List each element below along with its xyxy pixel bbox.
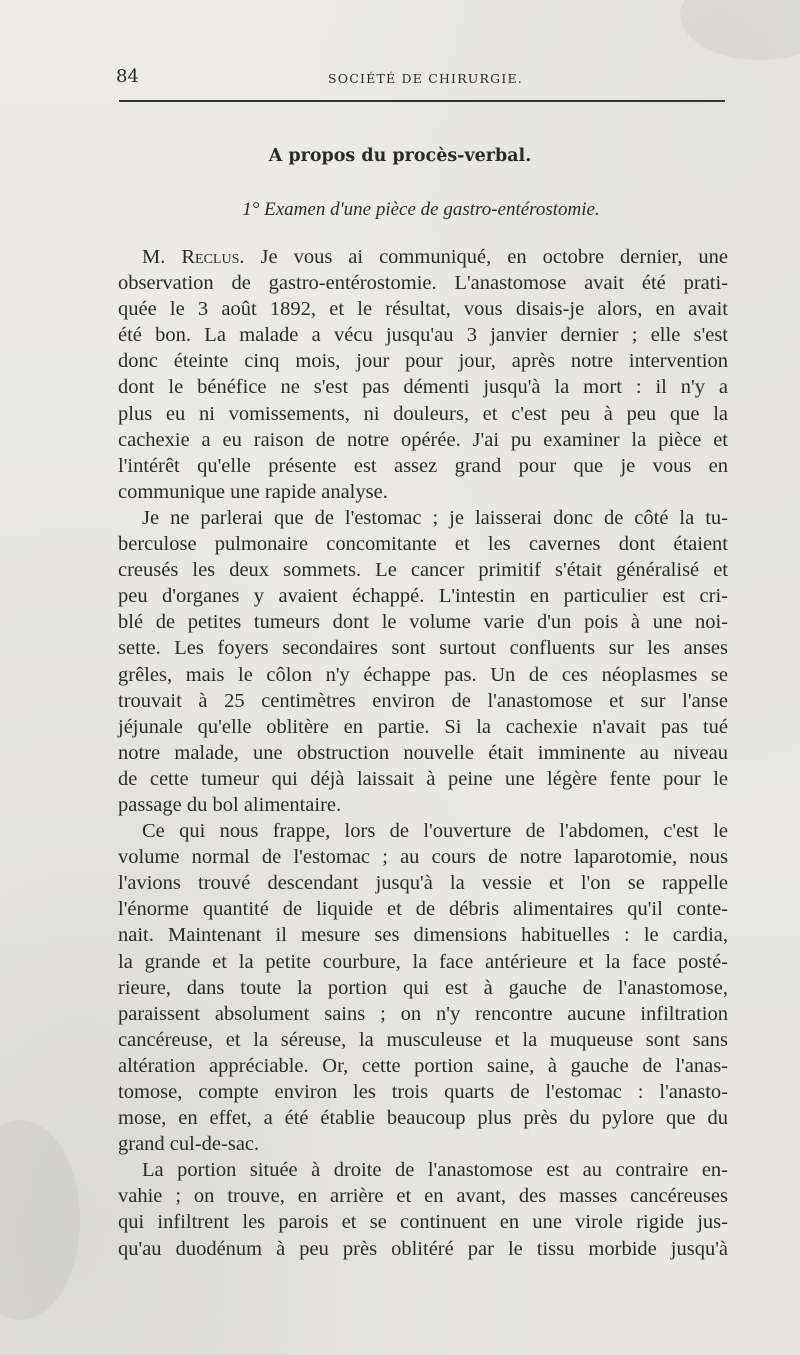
text-line: l'intérêt qu'elle présente est assez grand pour que je vous en [118,454,728,477]
text-line: de cette tumeur qui déjà laissait à peine une légère fente pour le [118,767,728,790]
text-line: blé de petites tumeurs dont le volume varie d'un pois à une noi- [118,611,728,634]
text-line: grêles, mais le côlon n'y échappe pas. Un de ces néoplasmes se [118,663,728,686]
text-line: mose, en effet, a été établie beaucoup plus près du pylore que du [118,1107,728,1130]
text-line: grand cul-de-sac. [118,1133,260,1156]
text-line: La portion située à droite de l'anastomose est au contraire en- [142,1159,728,1182]
body-text [118,244,728,1262]
text-line: creusés les deux sommets. Le cancer primitif s'était généralisé et [118,559,728,582]
text-line: été bon. La malade a vécu jusqu'au 3 janvier dernier ; elle s'est [118,324,728,347]
text-line: qu'au duodénum à peu près oblitéré par le tissu morbide jusqu'à [118,1237,728,1260]
text-line: Ce qui nous frappe, lors de l'ouverture de l'abdomen, c'est le [142,820,728,843]
paper-stain [0,1120,80,1320]
text-line: communique une rapide analyse. [118,480,388,503]
header-rule [119,100,725,102]
text-line: cancéreuse, et la séreuse, la musculeuse et la muqueuse sont sans [118,1028,728,1051]
text-line: cachexie a eu raison de notre opérée. J'ai pu examiner la pièce et [118,428,728,451]
text-line [118,244,728,270]
running-head: SOCIÉTÉ DE CHIRURGIE. [328,71,523,86]
text-line: volume normal de l'estomac ; au cours de notre laparotomie, nous [118,846,728,869]
text-line: trouvait à 25 centimètres environ de l'anastomose et sur l'anse [118,689,728,712]
text-line: donc éteinte cinq mois, jour pour jour, après notre intervention [118,350,728,373]
text-line: notre malade, une obstruction nouvelle était imminente au niveau [118,741,728,764]
text-line: passage du bol alimentaire. [118,793,342,816]
text-line: vahie ; on trouve, en arrière et en avant, des masses cancéreuses [118,1185,728,1208]
subtitle: 1° Examen d'une pièce de gastro-entérostomie. [242,199,600,220]
text-line: nait. Maintenant il mesure ses dimensions habituelles : le cardia, [118,924,728,947]
text-line: Je ne parlerai que de l'estomac ; je laisserai donc de côté la tu- [142,506,728,529]
paper-stain [680,0,800,60]
text-line: la grande et la petite courbure, la face antérieure et la face posté- [118,950,728,973]
text-line: rieure, dans toute la portion qui est à gauche de l'anastomose, [118,976,728,999]
text-line: jéjunale qu'elle oblitère en partie. Si la cachexie n'avait pas tué [118,715,728,738]
text-line: quée le 3 août 1892, et le résultat, vous disais-je alors, en avait [118,298,728,321]
text-line: berculose pulmonaire concomitante et les cavernes dont étaient [118,533,728,556]
text-line: peu d'organes y avaient échappé. L'intestin en particulier est cri- [118,585,728,608]
text-line: paraissent absolument sains ; on n'y rencontre aucune infiltration [118,1002,728,1025]
text-line: sette. Les foyers secondaires sont surtout confluents sur les anses [118,637,728,660]
page-header [116,62,726,92]
line-text: Je vous ai communiqué, en octobre dernier, une [260,246,729,268]
text-line: qui infiltrent les parois et se continuent en une virole rigide jus- [118,1211,728,1234]
section-title: A propos du procès-verbal. [268,146,532,166]
text-line: l'avions trouvé descendant jusqu'à la vessie et l'on se rappelle [118,872,728,895]
text-line: plus eu ni vomissements, ni douleurs, et c'est peu à peu que la [118,402,728,425]
text-line: altération appréciable. Or, cette portion saine, à gauche de l'anas- [118,1054,728,1077]
page-number: 84 [116,66,139,87]
text-line: tomose, compte environ les trois quarts de l'estomac : l'anasto- [118,1081,728,1103]
text-line: l'énorme quantité de liquide et de débris alimentaires qu'il conte- [118,898,728,921]
text-line: dont le bénéfice ne s'est pas démenti jusqu'à la mort : il n'y a [118,376,728,399]
text-line: observation de gastro-entérostomie. L'anastomose avait été prati- [118,272,728,295]
speaker-name: M. Reclus. [142,246,245,268]
